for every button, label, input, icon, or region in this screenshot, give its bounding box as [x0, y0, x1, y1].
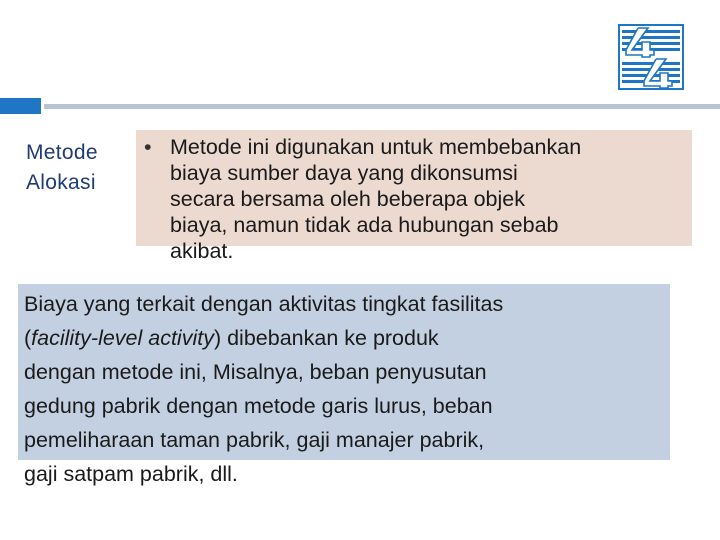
para-line2	[24, 321, 674, 355]
double-four-logo-icon	[618, 24, 684, 90]
para-line2-rest: ) dibebankan ke produk	[213, 326, 439, 350]
bullet-line4: biaya, namun tidak ada hubungan sebab	[170, 213, 559, 237]
side-label-line1: Metode	[26, 141, 98, 164]
bullet-line2: biaya sumber daya yang dikonsumsi	[170, 161, 518, 185]
para-line2-open: (	[24, 326, 32, 350]
paragraph	[24, 287, 674, 491]
para-line1: Biaya yang terkait dengan aktivitas tingkat fasilitas	[24, 292, 504, 316]
accent-bar	[0, 98, 41, 114]
bullet-line3: secara bersama oleh beberapa objek	[170, 187, 525, 211]
para-line2-italic: facility-level activity	[31, 326, 214, 350]
para-line4: gedung pabrik dengan metode garis lurus, beban	[24, 394, 493, 418]
side-label-line2: Alokasi	[26, 171, 96, 194]
para-line5: pemeliharaan taman pabrik, gaji manajer pabrik,	[24, 428, 485, 452]
para-line6: gaji satpam pabrik, dll.	[24, 462, 238, 486]
bullet-line5: akibat.	[170, 239, 234, 263]
header-rule	[44, 104, 720, 109]
bullet-item	[144, 134, 694, 264]
bullet-dot: •	[144, 135, 152, 159]
bullet-line1: Metode ini digunakan untuk membebankan	[170, 135, 582, 159]
para-line3: dengan metode ini, Misalnya, beban penyusutan	[24, 360, 487, 384]
side-label	[26, 138, 98, 198]
